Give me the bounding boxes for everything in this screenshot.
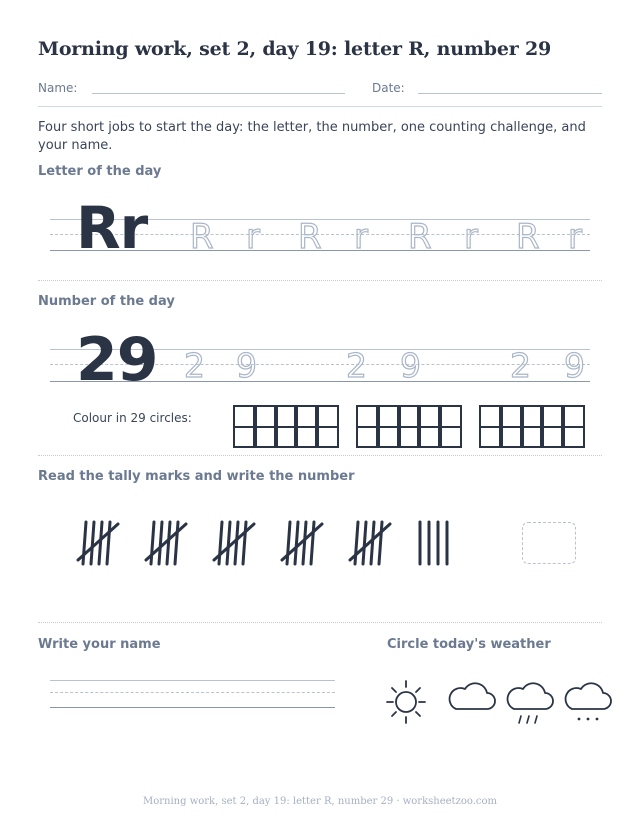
tally-group-five	[282, 522, 322, 564]
circles-label: Colour in 29 circles:	[73, 411, 192, 425]
trace-letter-upper: R	[516, 217, 540, 257]
tally-group-five	[350, 522, 390, 564]
date-label: Date:	[372, 81, 405, 95]
tally-group-ones	[420, 522, 447, 564]
trace-digit: 9	[236, 346, 257, 385]
cloud-icon[interactable]	[446, 680, 498, 714]
section-divider	[38, 622, 602, 623]
name-label: Name:	[38, 81, 78, 95]
tally-group-five	[146, 522, 186, 564]
rain-cloud-icon[interactable]	[504, 680, 556, 728]
trace-letter-lower: r	[354, 217, 368, 257]
name-guide-top	[50, 680, 335, 681]
trace-letter-lower: r	[464, 217, 478, 257]
page-title: Morning work, set 2, day 19: letter R, number 29	[38, 38, 552, 60]
trace-digit: 9	[564, 346, 585, 385]
tally-group-five	[78, 522, 118, 564]
trace-digit: 2	[510, 346, 531, 385]
letter-section-heading: Letter of the day	[38, 164, 162, 179]
number-section-heading: Number of the day	[38, 294, 175, 309]
tally-section-heading: Read the tally marks and write the number	[38, 469, 355, 484]
name-guide-base	[50, 707, 335, 708]
sun-icon[interactable]	[386, 676, 426, 728]
big-letter: Rr	[76, 194, 148, 262]
tally-answer-box[interactable]	[522, 522, 576, 564]
trace-digit: 2	[346, 346, 367, 385]
trace-digit: 9	[400, 346, 421, 385]
trace-letter-upper: R	[408, 217, 432, 257]
footer-text: Morning work, set 2, day 19: letter R, number 29 · worksheetzoo.com	[143, 796, 497, 807]
tally-group-five	[214, 522, 254, 564]
trace-digit: 2	[184, 346, 205, 385]
intro-text: Four short jobs to start the day: the letter, the number, one counting challenge, and your name.	[38, 120, 586, 153]
trace-letter-upper: R	[190, 217, 214, 257]
big-number: 29	[76, 325, 158, 395]
snow-cloud-icon[interactable]	[562, 680, 614, 728]
weather-section-heading: Circle today's weather	[387, 637, 551, 652]
trace-letter-lower: r	[568, 217, 582, 257]
name-writing-lines[interactable]	[50, 680, 335, 712]
trace-letter-lower: r	[246, 217, 260, 257]
name-guide-mid	[50, 692, 335, 693]
name-section-heading: Write your name	[38, 637, 161, 652]
trace-letter-upper: R	[298, 217, 322, 257]
